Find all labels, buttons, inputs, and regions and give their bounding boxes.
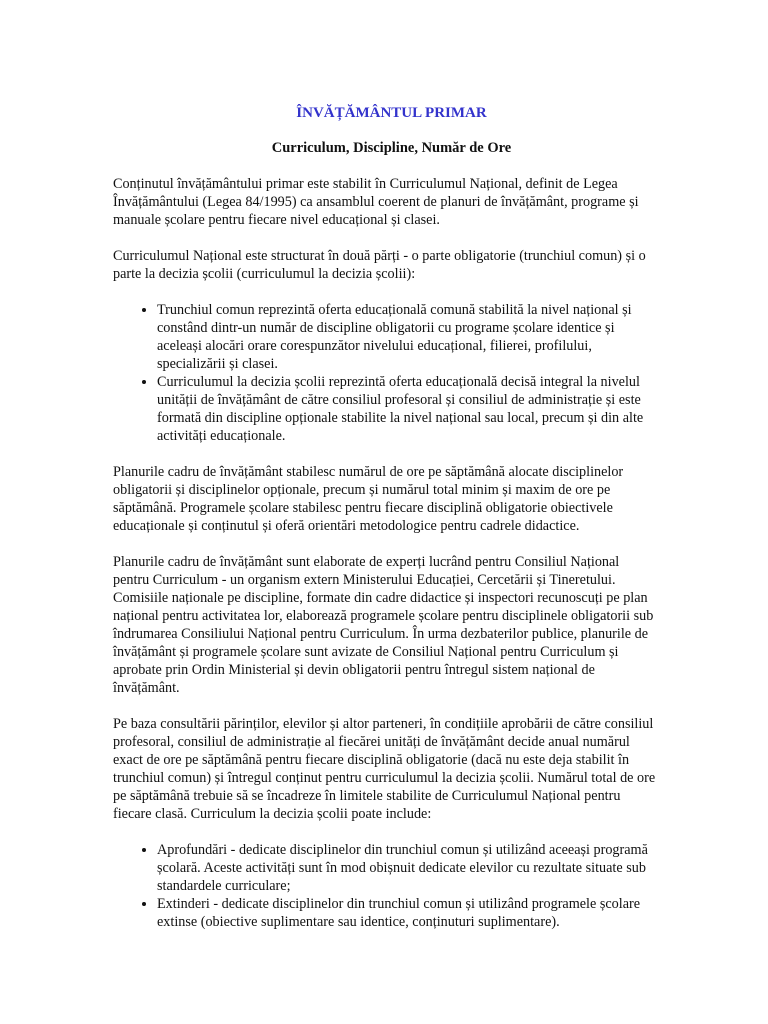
bullet-list-curriculum-parts <box>113 301 658 445</box>
document-title: ÎNVĂȚĂMÂNTUL PRIMAR <box>296 105 487 121</box>
paragraph-planuri-cadru: Planurile cadru de învățământ stabilesc numărul de ore pe săptămână alocate disciplinelor obligatorii și disciplinelor opționale, precum și numărul total minim și maxim de ore pe săptămână. Programele școlare stabilesc pentru fiecare disciplină obligatorie obiectivele educaționale și conținutul și oferă orientări metodologice pentru cadrele didactice. <box>113 464 624 534</box>
list-item: • Aprofundări - dedicate disciplinelor din trunchiul comun și utilizând aceeași programă școlară. Aceste activități sunt în mod obișnuit dedicate elevilor cu rezultate situate sub standardele curriculare; <box>157 841 658 895</box>
list-item: • Extinderi - dedicate disciplinelor din trunchiul comun și utilizând programele școlare extinse (obiective suplimentare sau identice, conținuturi suplimentare). <box>157 895 658 931</box>
paragraph-elaborare: Planurile cadru de învățământ sunt elaborate de experți lucrând pentru Consiliul Național pentru Curriculum - un organism extern Ministerului Educației, Cercetării și Tineretului. Comisiile naționale pe discipline, formate din cadre didactice și inspectori recunoscuți pe plan național pentru activitatea lor, elaborează programele școlare pentru disciplinele obligatorii sub îndrumarea Consiliului Național pentru Curriculum. În urma dezbaterilor publice, planurile de învățământ și programele școlare sunt avizate de Consiliul Național pentru Curriculum și aprobate prin Ordin Ministerial și devin obligatorii pentru întregul sistem național de învățământ. <box>113 554 654 696</box>
paragraph-consultare: Pe baza consultării părinților, elevilor și altor parteneri, în condițiile aprobării de către consiliul profesoral, consiliul de administrație al fiecărei unități de învățământ decide anual numărul exact de ore pe săptămână pentru fiecare disciplină obligatorie (dacă nu este deja stabilit în trunchiul comun) și întregul conținut pentru curriculumul la decizia școlii. Numărul total de ore pe săptămână trebuie să se încadreze în limitele stabilite de Curriculumul Național pentru fiecare clasă. Curriculum la decizia școlii poate include: <box>113 716 656 822</box>
list-item: • Curriculumul la decizia școlii reprezintă oferta educațională decisă integral la nivelul unității de învățământ de către consiliul profesoral și consiliul de administrație și este formată din discipline opționale stabilite la nivel național sau local, precum și din alte activități educaționale. <box>157 373 658 445</box>
bullet-list-cds-options <box>113 841 658 931</box>
list-item: • Trunchiul comun reprezintă oferta educațională comună stabilită la nivel național și constând dintr-un număr de discipline obligatorii cu programe școlare identice și aceleași alocări orare corespunzător nivelului educațional, filierei, profilului, specializării și clasei. <box>157 301 658 373</box>
paragraph-structure: Curriculumul Național este structurat în două părți - o parte obligatorie (trunchiul comun) și o parte la decizia școlii (curriculumul la decizia școlii): <box>113 248 646 282</box>
document-page <box>113 104 658 949</box>
document-subtitle: Curriculum, Discipline, Număr de Ore <box>271 140 512 156</box>
paragraph-intro: Conținutul învățământului primar este stabilit în Curriculumul Național, definit de Legea Învățământului (Legea 84/1995) ca ansamblul coerent de planuri de învățământ, programe și manuale școlare pentru fiecare nivel educațional și clasei. <box>113 176 639 228</box>
